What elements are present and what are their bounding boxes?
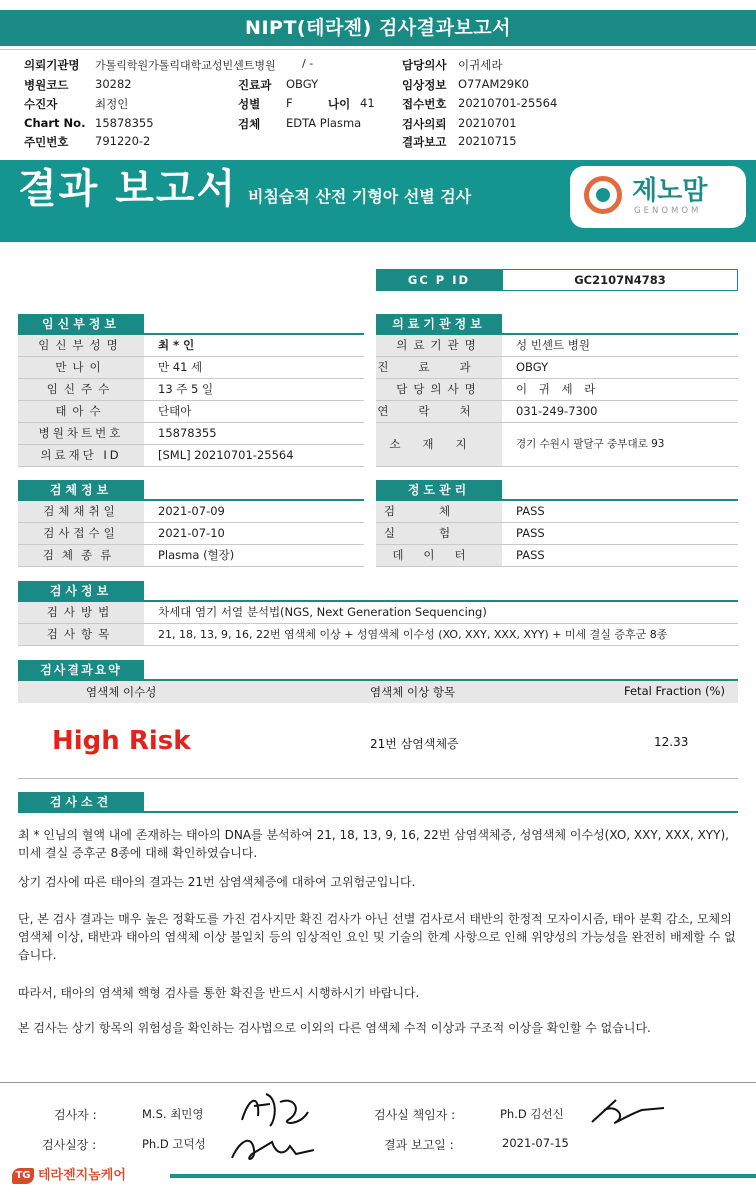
row-value: 13 주 5 일: [158, 382, 214, 396]
lab-chief-label: 검사실장 :: [42, 1138, 97, 1152]
sex-value: F: [286, 96, 293, 110]
table-row: [18, 335, 364, 357]
dept-label: 진료과: [238, 78, 272, 92]
age-value: 41: [360, 96, 375, 110]
summary-header-row: [18, 681, 738, 703]
row-value: 단태아: [158, 404, 192, 418]
gcpid-value: GC2107N4783: [502, 269, 738, 291]
findings-section-rule: [18, 811, 738, 813]
footer-rule: [170, 1174, 756, 1178]
row-key: 검체채취일: [18, 501, 144, 522]
request-date-value: 20210701: [458, 116, 517, 130]
fetal-fraction-value: 12.33: [654, 735, 689, 749]
test-section-header: 검사정보: [18, 581, 144, 601]
row-key: 검체종류: [18, 545, 144, 566]
findings-section-header: 검사소견: [18, 792, 144, 812]
recipient-value: 최정인: [95, 97, 129, 111]
qc-table: [376, 501, 738, 567]
row-key: 병원차트번호: [18, 423, 144, 444]
risk-result: High Risk: [52, 726, 191, 756]
genomom-logo-icon: [584, 176, 622, 214]
logo-text: 제노맘: [632, 176, 708, 206]
tester-label: 검사자 :: [54, 1108, 97, 1122]
institution-suffix: / -: [302, 57, 314, 70]
table-row: [18, 445, 364, 467]
qc-section-header: 정도관리: [376, 480, 502, 500]
row-key: 만나이: [18, 357, 144, 378]
hospital-table: [376, 335, 738, 467]
table-row: [376, 401, 738, 423]
row-key: 데이터: [376, 545, 502, 566]
age-label: 나이: [328, 97, 351, 111]
genomom-logo: [570, 166, 746, 228]
logo-subtext: GENOMOM: [634, 206, 702, 216]
lab-lead-name: Ph.D 김선신: [500, 1107, 564, 1121]
summary-col-item: 염색체 이상 항목: [370, 685, 456, 699]
row-value: Plasma (혈장): [158, 548, 235, 562]
id-label: 주민번호: [24, 135, 69, 149]
lab-chief-name: Ph.D 고덕성: [142, 1137, 206, 1151]
table-row: [18, 501, 364, 523]
row-value: 031-249-7300: [516, 404, 598, 418]
row-key: 진료과: [376, 357, 502, 378]
report-date-value: 20210715: [458, 134, 517, 148]
summary-col-aneuploidy: 염색체 이수성: [86, 685, 157, 699]
row-value: 15878355: [158, 426, 217, 440]
summary-col-ff: Fetal Fraction (%): [624, 684, 725, 698]
dept-value: OBGY: [286, 77, 319, 91]
report-header: [0, 0, 756, 50]
report-banner: [0, 160, 756, 242]
table-row: [376, 335, 738, 357]
table-row: [376, 379, 738, 401]
clinical-label: 임상정보: [402, 78, 447, 92]
patient-section-header: 임신부정보: [18, 314, 144, 334]
table-row: [18, 624, 738, 646]
institution-value: 가톨릭학원가톨릭대학교성빈센트병원: [95, 59, 276, 72]
row-value: 경기 수원시 팔달구 중부대로 93: [516, 438, 665, 450]
row-key: 임신부성명: [18, 335, 144, 356]
recipient-label: 수진자: [24, 97, 58, 111]
test-table: [18, 602, 738, 646]
row-value: 만 41 세: [158, 360, 203, 374]
row-key: 검체: [376, 501, 502, 522]
table-row: [18, 379, 364, 401]
row-key: 의료재단 ID: [18, 445, 144, 466]
report-date-sig-value: 2021-07-15: [502, 1136, 569, 1150]
terragen-name: 테라젠지놈케어: [38, 1168, 126, 1183]
row-key: 검사접수일: [18, 523, 144, 544]
banner-subtitle: 비침습적 산전 기형아 선별 검사: [248, 187, 472, 206]
abnormal-item: 21번 삼염색체증: [370, 737, 459, 751]
row-value: 2021-07-10: [158, 526, 225, 540]
row-key: 의료기관명: [376, 335, 502, 356]
table-row: [376, 501, 738, 523]
row-key: 소재지: [376, 423, 502, 466]
patient-table: [18, 335, 364, 467]
summary-bottom-rule: [18, 778, 738, 779]
specimen-label: 검체: [238, 117, 261, 131]
row-key: 실험: [376, 523, 502, 544]
hospital-code-label: 병원코드: [24, 78, 69, 92]
summary-section-header: 검사결과요약: [18, 660, 144, 680]
specimen-value: EDTA Plasma: [286, 116, 362, 130]
table-row: [18, 523, 364, 545]
request-info: [0, 50, 756, 158]
hospital-code-value: 30282: [95, 77, 132, 91]
chief-signature: [224, 1124, 320, 1168]
row-value: 21, 18, 13, 9, 16, 22번 염색체 이상 + 성염색체 이수성 (XO, XXY, XXX, XYY) + 미세 결실 증후군 8종: [158, 628, 668, 641]
findings-paragraph-2: 상기 검사에 따른 태아의 결과는 21번 삼염색체증에 대하여 고위험군입니다.: [18, 875, 416, 889]
row-value: PASS: [516, 548, 545, 562]
table-row: [18, 545, 364, 567]
id-value: 791220-2: [95, 134, 151, 148]
row-value: 최 * 인: [158, 338, 195, 352]
table-row: [18, 602, 738, 624]
report-date-label: 결과보고: [402, 135, 447, 149]
row-key: 검사방법: [18, 602, 144, 623]
row-value: 차세대 염기 서열 분석법(NGS, Next Generation Sequencing): [158, 605, 487, 619]
doctor-label: 담당의사: [402, 58, 447, 72]
row-value: OBGY: [516, 360, 549, 374]
row-value: PASS: [516, 504, 545, 518]
table-row: [18, 423, 364, 445]
terragen-logo: [12, 1164, 126, 1184]
row-value: PASS: [516, 526, 545, 540]
row-key: 임신주수: [18, 379, 144, 400]
findings-paragraph-5: 본 검사는 상기 항목의 위험성을 확인하는 검사법으로 이외의 다른 염색체 수적 이상과 구조적 이상을 확인할 수 없습니다.: [18, 1021, 651, 1035]
findings-paragraph-1: 최 * 인님의 혈액 내에 존재하는 태아의 DNA를 분석하여 21, 18, 13, 9, 16, 22번 삼염색체증, 성염색체 이수성(XO, XXY, XXX, XYY), 미세 결실 증후군 8종에 대해 확인하였습니다.: [18, 828, 729, 860]
findings-paragraph-4: 따라서, 태아의 염색체 핵형 검사를 통한 확진을 반드시 시행하시기 바랍니다.: [18, 986, 420, 1000]
lab-lead-label: 검사실 책임자 :: [374, 1108, 456, 1122]
table-row: [376, 523, 738, 545]
tester-name: M.S. 최민영: [142, 1107, 204, 1121]
receipt-value: 20210701-25564: [458, 96, 558, 110]
row-key: 연락처: [376, 401, 502, 422]
chart-value: 15878355: [95, 116, 154, 130]
row-key: 검사항목: [18, 624, 144, 645]
sex-label: 성별: [238, 97, 261, 111]
report-date-sig-label: 결과 보고일 :: [384, 1138, 454, 1152]
specimen-section-header: 검체정보: [18, 480, 144, 500]
row-value: 이 귀 세 라: [516, 382, 600, 396]
request-date-label: 검사의뢰: [402, 117, 447, 131]
table-row: [376, 545, 738, 567]
row-key: 담당의사명: [376, 379, 502, 400]
hospital-section-header: 의료기관정보: [376, 314, 502, 334]
table-row: [376, 357, 738, 379]
report-title: NIPT(테라젠) 검사결과보고서: [0, 10, 756, 46]
row-value: 2021-07-09: [158, 504, 225, 518]
clinical-value: O77AM29K0: [458, 77, 529, 91]
receipt-label: 접수번호: [402, 97, 447, 111]
terragen-logo-mark: TG: [12, 1168, 34, 1184]
chart-label: Chart No.: [24, 116, 86, 130]
row-key: 태아수: [18, 401, 144, 422]
table-row: [376, 423, 738, 467]
specimen-table: [18, 501, 364, 567]
findings-paragraph-3: 단, 본 검사 결과는 매우 높은 정확도를 가진 검사지만 확진 검사가 아닌 선별 검사로서 태반의 한정적 모자이시즘, 태아 분획 감소, 모체의 염색체 이상, 태반과 태아의 염색체 이상 불일치 등의 임상적인 요인 및 기술의 한계 사항으로 인해 위양성의 가능성을 완전히 배제할 수 없습니다.: [18, 912, 736, 962]
lead-signature: [586, 1092, 670, 1132]
table-row: [18, 401, 364, 423]
table-row: [18, 357, 364, 379]
row-value: [SML] 20210701-25564: [158, 448, 294, 462]
institution-label: 의뢰기관명: [24, 58, 80, 72]
banner-title: 결과 보고서: [18, 166, 238, 212]
doctor-value: 이귀세라: [458, 58, 503, 72]
row-value: 성 빈센트 병원: [516, 338, 590, 352]
gcpid-label: GC P ID: [376, 269, 502, 291]
